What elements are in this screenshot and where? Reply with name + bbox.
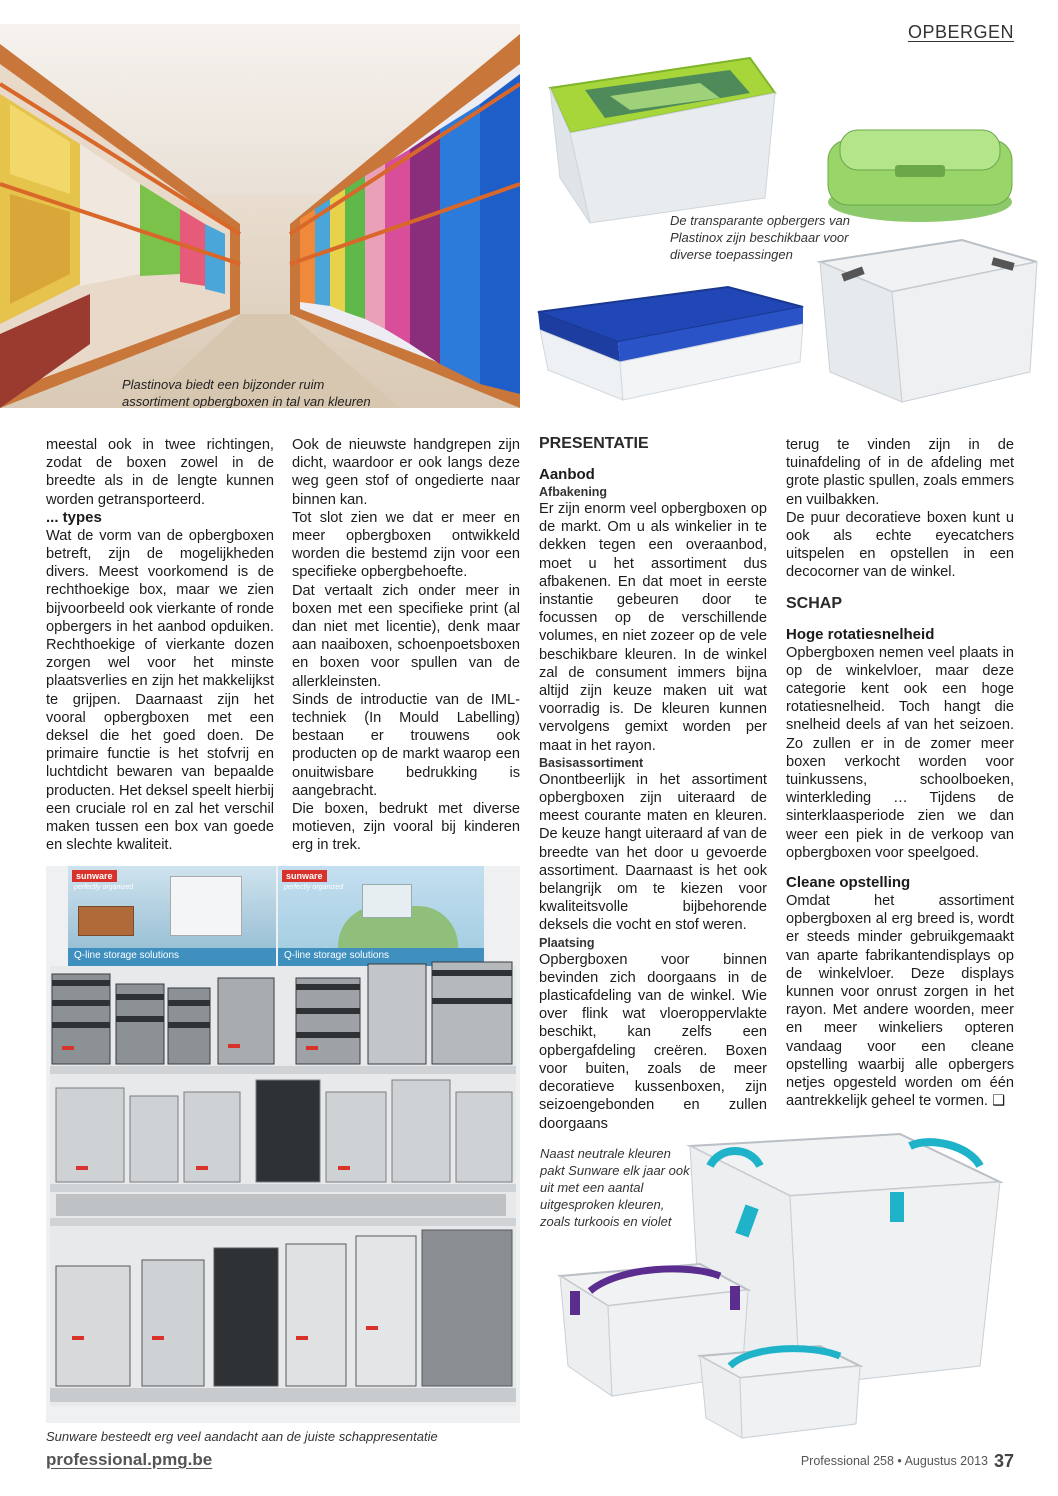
col2-paragraph: Tot slot zien we dat er meer en meer opbergboxen ontwikkeld worden die bestemd zijn voor een specifieke opbergbehoefte. [292, 509, 520, 581]
col3-paragraph: Onontbeerlijk in het assortiment opbergboxen zijn uiteraard de meest courante maten en kleuren. De keuze hangt uiteraard af van de breedte van het door u gevoerde assortiment. Daarnaast is het ook belangrijk om te kiezen voor kwaliteitsvolle bijbehorende deksels die vocht en stof weren. [539, 771, 767, 934]
heading-cleane-opstelling: Cleane opstelling [786, 874, 911, 892]
brand-logo: sunware [282, 870, 327, 882]
column-2 [292, 436, 520, 855]
heading-rotatiesnelheid: Hoge rotatiesnelheid [786, 625, 935, 643]
col4-paragraph: Opbergboxen nemen veel plaats in op de winkelvloer, maar deze categorie kent ook een hoge rotatiesnelheid. Toch hangt die snelheid deels af van het seizoen. Zo zullen er in de zomer meer boxen verkocht worden voor tuinkussens, schoolboeken, winterkleding … Tijdens de sinterklaasperiode zien we dan weer een piek in de verkoop van opbergboxen voor speelgoed. [786, 644, 1014, 861]
col4-paragraph: De puur decoratieve boxen kunt u ook als echte eyecatchers uitspelen en opstellen in een decocorner van de winkel. [786, 509, 1014, 581]
col4-paragraph: terug te vinden zijn in de tuinafdeling of in de afdeling met grote plastic spullen, zoals emmers en vuilbakken. [786, 437, 1014, 508]
col2-paragraph: Die boxen, bedrukt met diverse motieven, zijn vooral bij kinderen erg in trek. [292, 801, 520, 854]
plastinox-green-small-box [820, 110, 1020, 230]
footer-issue: Professional 258 • Augustus 2013 [800, 1454, 988, 1468]
column-1 [46, 436, 274, 854]
heading-types: ... types [46, 508, 102, 526]
sunware-colors-caption: Naast neutrale kleuren pakt Sunware elk jaar ook uit met een aantal uitgesproken kleuren, zoals turkoois en violet [540, 1146, 690, 1229]
col2-paragraph: Sinds de introductie van de IML-techniek (In Mould Labelling) bestaan er trouwens ook producten op de markt waarop een onuitwisbare bedrukking is aangebracht. [292, 691, 520, 799]
col1-paragraph: meestal ook in twee richtingen, zodat de boxen zowel in de breedte als in de lengte kunnen worden getransporteerd. [46, 437, 274, 508]
column-4 [786, 436, 1014, 1111]
heading-schap: SCHAP [786, 594, 843, 612]
banner-line-label: Q-line storage solutions [278, 948, 484, 966]
sunware-shelf-caption: Sunware besteedt erg veel aandacht aan de juiste schappresentatie [46, 1429, 438, 1444]
sunware-shelf-photo [46, 866, 520, 1423]
plastinox-blue-lid-box [528, 282, 810, 408]
banner-line-label: Q-line storage solutions [68, 948, 276, 966]
col3-paragraph: Opbergboxen voor binnen bevinden zich doorgaans in de plasticafdeling van de winkel. Wie over flink wat vloeroppervlakte beschikt, kan zelfs een opbergafdeling creëren. Boxen voor buiten, zoals de meer decoratieve kussenboxen, zijn seizoengebonden en zullen doorgaans [539, 951, 767, 1132]
col1-paragraph: Wat de vorm van de opbergboxen betreft, zijn de mogelijkheden divers. Meest voorkomend is de rechthoekige box, maar we zien bijvoorbeeld ook vierkante of ronde opbergers in het aanbod opduiken. Rechthoekige of vierkante dozen zorgen wel voor het minste plaatsverlies en zijn het makkelijkst te grijpen. Daarnaast zijn het vooral opbergboxen met een deksel die het goed doen. De primaire functie is het stofvrij en luchtdicht bewaren van bepaalde producten. Het deksel speelt hierbij een cruciale rol en zal het verschil maken tussen een box van goede en slechte kwaliteit. [46, 527, 274, 854]
warehouse-caption: Plastinova biedt een bijzonder ruim assortiment opbergboxen in tal van kleuren [122, 377, 371, 408]
page-number: 37 [993, 1451, 1014, 1471]
brand-tagline: perfectly organized [74, 884, 134, 891]
plastinox-caption: De transparante opbergers van Plastinox zijn beschikbaar voor diverse toepassingen [670, 213, 850, 262]
column-3 [539, 434, 767, 1133]
col4-paragraph [786, 892, 1014, 1110]
brand-tagline: perfectly organized [284, 884, 344, 891]
col2-paragraph: Ook de nieuwste handgrepen zijn dicht, waardoor er ook langs deze weg geen stof of ongedierte naar binnen kan. [292, 437, 520, 508]
plastinox-clear-box [812, 232, 1042, 412]
heading-presentatie: PRESENTATIE [539, 435, 649, 452]
warehouse-photo [0, 24, 520, 408]
footer-site-link[interactable]: professional.pmg.be [46, 1450, 213, 1469]
col4-last-paragraph: Omdat het assortiment opbergboxen al erg breed is, wordt er steeds minder gebruikgemaakt van aparte fabrikantendisplays op de winkelvloer. Deze displays kunnen voor onrust zorgen in het rayon. Met andere woorden, meer en meer winkeliers opteren vandaag voor een cleane opstelling waarbij alle opbergers netjes opgesteld worden om één aantrekkelijk geheel te vormen. [786, 893, 1014, 1110]
heading-aanbod: Aanbod [539, 466, 595, 483]
subheading-basisassortiment: Basisassortiment [539, 755, 644, 770]
end-mark-icon: ❑ [992, 1093, 1006, 1110]
plastinox-green-lid-box [530, 48, 780, 228]
shelving-unit-graphic [46, 866, 520, 1423]
subheading-afbakening: Afbakening [539, 485, 608, 499]
section-label: OPBERGEN [907, 22, 1014, 42]
brand-logo: sunware [72, 870, 117, 882]
subheading-plaatsing: Plaatsing [539, 935, 595, 950]
sunware-boxes-graphic [550, 1126, 1010, 1446]
col3-paragraph: Er zijn enorm veel opbergboxen op de markt. Om u als winkelier in te dekken tegen een overaanbod, moet u het assortiment dus afbakenen. En dat moet in eerste instantie gebeuren door te focussen op de verschillende volumes, en niet zozeer op de vele beschikbare kleuren. In de winkel zal de consument immers bijna altijd zijn keuze maken uit wat voorradig is. De kleuren kunnen vervolgens gemixt worden per maat in het rayon. [539, 501, 767, 754]
warehouse-racks-graphic [0, 24, 520, 408]
col2-paragraph: Dat vertaalt zich onder meer in boxen met een specifieke print (al dan niet met licentie), denk maar aan naaiboxen, schoenpoetsboxen en boxen voor spullen van de allerkleinsten. [292, 582, 520, 690]
